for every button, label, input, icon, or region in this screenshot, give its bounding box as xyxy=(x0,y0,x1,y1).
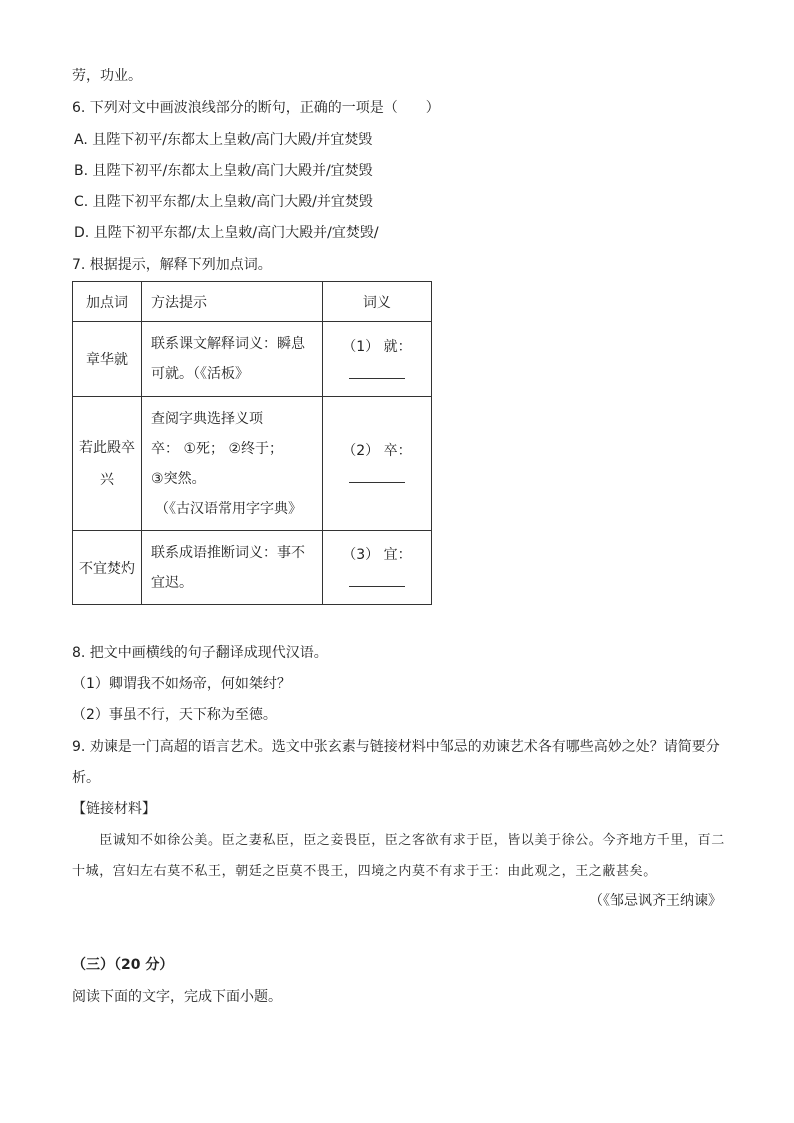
q8-item-2: （2）事虽不行，天下称为至德。 xyxy=(72,707,277,723)
q6-option-d: D. 且陛下初平东都/太上皇敕/高门大殿并/宜焚毁/ xyxy=(74,225,379,241)
table-row xyxy=(73,322,432,397)
table-header-row xyxy=(73,282,432,322)
section3-instruction: 阅读下面的文字，完成下面小题。 xyxy=(72,989,282,1005)
section3-title: （三）（20 分） xyxy=(72,957,174,973)
q8-stem: 8. 把文中画横线的句子翻译成现代汉语。 xyxy=(72,645,328,661)
row1-answer-blank[interactable] xyxy=(349,364,405,379)
row2-word-line1: 若此殿卒 xyxy=(79,439,136,456)
q6-option-b: B. 且陛下初平/东都太上皇敕/高门大殿并/宜焚毁 xyxy=(74,163,373,179)
header-hint: 方法提示 xyxy=(142,282,323,322)
row1-word: 章华就 xyxy=(73,322,142,397)
row1-answer-label: （1） 就： xyxy=(342,338,412,355)
row2-hint-line4: （《古汉语常用字字典》 xyxy=(155,500,303,517)
row2-hint-line1: 查阅字典选择义项 xyxy=(151,410,264,427)
table-row xyxy=(73,531,432,605)
q6-option-a: A. 且陛下初平/东都太上皇敕/高门大殿/并宜焚毁 xyxy=(74,132,373,148)
row2-answer xyxy=(322,397,431,531)
row2-hint-line2: 卒： ①死； ②终于； xyxy=(151,440,284,457)
header-word: 加点词 xyxy=(73,282,142,322)
row3-answer-blank[interactable] xyxy=(349,572,405,587)
row3-hint-line1: 联系成语推断词义：事不 xyxy=(151,544,306,561)
row3-word: 不宜焚灼 xyxy=(73,531,142,605)
row2-answer-label: （2） 卒： xyxy=(342,443,412,459)
row1-hint xyxy=(142,322,323,397)
q7-stem: 7. 根据提示，解释下列加点词。 xyxy=(72,257,272,273)
material-source: （《邹忌讽齐王纳谏》 xyxy=(589,893,722,909)
row1-answer xyxy=(322,322,431,397)
row2-hint xyxy=(142,397,323,531)
row3-hint-line2: 宜迟。 xyxy=(151,574,194,591)
q6-stem: 6. 下列对文中画波浪线部分的断句，正确的一项是（ ） xyxy=(72,100,440,116)
q9-stem-line2: 析。 xyxy=(72,770,100,786)
row1-hint-line1: 联系课文解释词义：瞬息 xyxy=(151,336,306,352)
row3-answer xyxy=(322,531,431,605)
material-title: 【链接材料】 xyxy=(72,801,156,817)
continuation-text: 劳，功业。 xyxy=(72,68,142,84)
q9-stem-line1: 9. 劝谏是一门高超的语言艺术。选文中张玄素与链接材料中邹忌的劝谏艺术各有哪些高妙之处？请简要分 xyxy=(72,739,720,755)
table-row xyxy=(73,397,432,531)
q8-item-1: （1）卿谓我不如炀帝，何如桀纣？ xyxy=(72,676,291,692)
row3-answer-label: （3） 宜： xyxy=(342,547,412,563)
row2-answer-blank[interactable] xyxy=(349,468,405,483)
material-text: 臣诚知不如徐公美。臣之妻私臣，臣之妾畏臣，臣之客欲有求于臣，皆以美于徐公。今齐地方千里，百二十城，宫妇左右莫不私王，朝廷之臣莫不畏王，四境之内莫不有求于王：由此观之，王之蔽甚矣。 xyxy=(72,833,725,879)
row2-word-line2: 兴 xyxy=(100,471,115,488)
row2-word xyxy=(73,397,142,531)
row2-hint-line3: ③突然。 xyxy=(151,470,206,487)
q7-table xyxy=(72,281,432,605)
q6-option-c: C. 且陛下初平东都/太上皇敕/高门大殿/并宜焚毁 xyxy=(74,194,373,210)
row3-hint xyxy=(142,531,323,605)
row1-hint-line2: 可就。（《活板》 xyxy=(151,366,250,382)
header-meaning: 词义 xyxy=(322,282,431,322)
